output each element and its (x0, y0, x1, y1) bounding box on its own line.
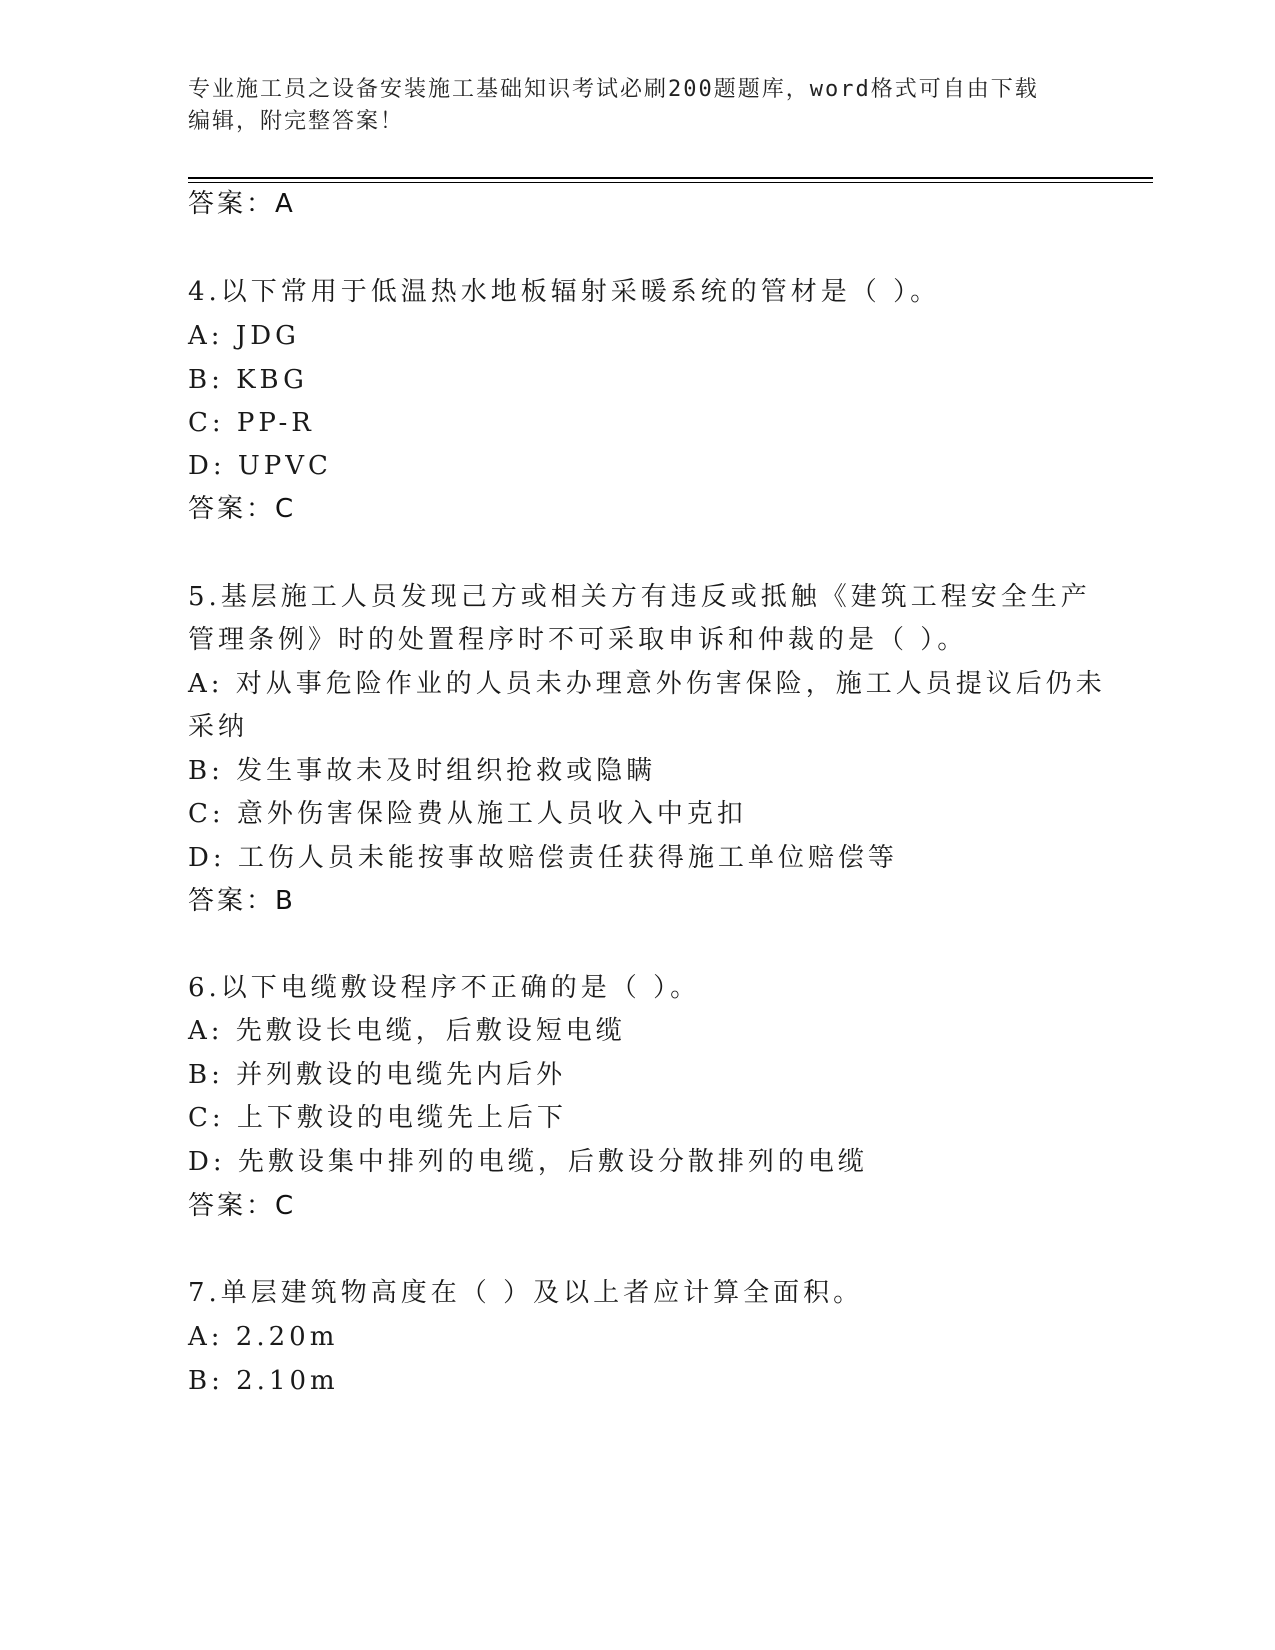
header-divider-thin (188, 182, 1153, 183)
option-b: B: 2.10m (188, 1366, 339, 1396)
header-line-2: 编辑，附完整答案！ (188, 109, 405, 134)
option-b: B: 发生事故未及时组织抢救或隐瞒 (188, 756, 657, 786)
option-b: B: KBG (188, 365, 308, 395)
option-a: A: 先敷设长电缆，后敷设短电缆 (188, 1016, 626, 1046)
question-stem: 4.以下常用于低温热水地板辐射采暖系统的管材是（ ）。 (188, 277, 941, 307)
option-a: A: JDG (188, 321, 300, 351)
option-c: C: PP-R (188, 408, 315, 438)
option-a: A: 2.20m (188, 1322, 339, 1352)
option-c: C: 上下敷设的电缆先上后下 (188, 1103, 567, 1133)
option-d: D: 先敷设集中排列的电缆，后敷设分散排列的电缆 (188, 1147, 868, 1177)
answer: 答案：B (188, 886, 296, 916)
option-b: B: 并列敷设的电缆先内后外 (188, 1060, 567, 1090)
option-c: C: 意外伤害保险费从施工人员收入中克扣 (188, 799, 747, 829)
option-a: A: 对从事危险作业的人员未办理意外伤害保险，施工人员提议后仍未 (188, 669, 1106, 699)
page-header (188, 74, 1088, 138)
previous-answer: 答案：A (188, 189, 296, 219)
question-stem: 7.单层建筑物高度在（ ）及以上者应计算全面积。 (188, 1278, 864, 1308)
header-divider (188, 177, 1153, 179)
question-stem-continued: 管理条例》时的处置程序时不可采取申诉和仲裁的是（ ）。 (188, 625, 968, 655)
option-d: D: UPVC (188, 451, 332, 481)
answer: 答案：C (188, 1191, 297, 1221)
question-stem: 6.以下电缆敷设程序不正确的是（ ）。 (188, 973, 701, 1003)
answer: 答案：C (188, 494, 297, 524)
option-a-continued: 采纳 (188, 712, 249, 742)
header-line-1: 专业施工员之设备安装施工基础知识考试必刷200题题库，word格式可自由下载 (188, 77, 1039, 102)
question-stem: 5.基层施工人员发现己方或相关方有违反或抵触《建筑工程安全生产 (188, 582, 1091, 612)
option-d: D: 工伤人员未能按事故赔偿责任获得施工单位赔偿等 (188, 843, 898, 873)
